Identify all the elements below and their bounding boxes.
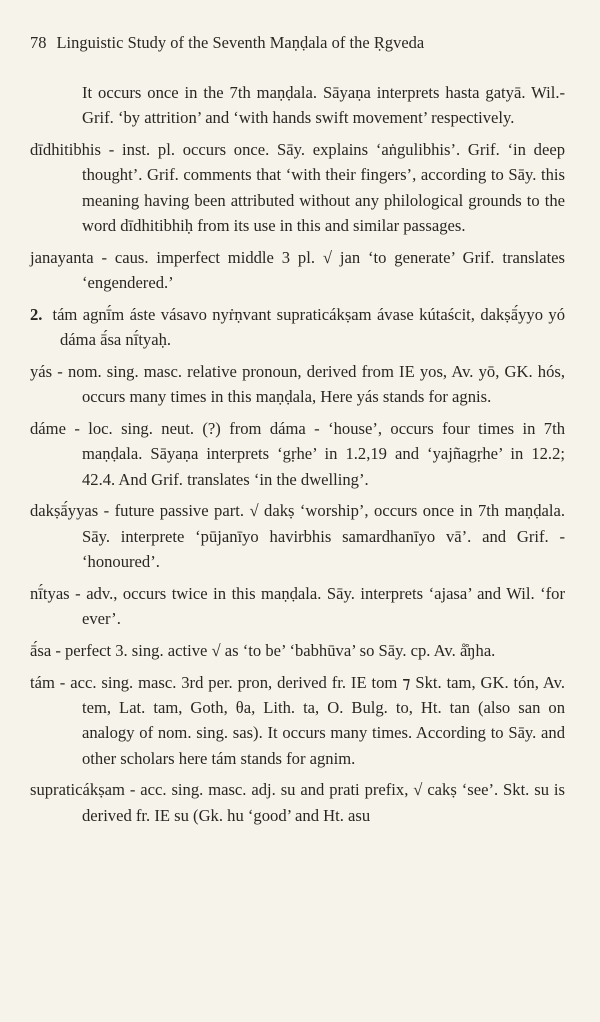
glossary-entry: yás - nom. sing. masc. relative pronoun, derived from IE yos, Av. yō, GK. hós, occurs many times in this maṇḍala, Here yás stands for agnis.: [30, 361, 565, 407]
glossary-entry: janayanta - caus. imperfect middle 3 pl. √ jan ‘to generate’ Grif. translates ‘engendered.’: [30, 247, 565, 293]
glossary-entry: tám - acc. sing. masc. 3rd per. pron, derived fr. IE tom ⁊ Skt. tam, GK. tón, Av. tem, Lat. tam, Goth, θa, Lith. ta, O. Bulg. to, Ht. tan (also san on analogy of nom. sing. sas). It occurs many times. According to Sāy. and other scholars here tám stands for agnim.: [30, 672, 565, 768]
glossary-entry: dīdhitibhis - inst. pl. occurs once. Sāy. explains ‘aṅgulibhis’. Grif. ‘in deep thought’. Grif. comments that ‘with their fingers’, according to Sāy. this meaning having been attributed without any philological grounds to the word dīdhitibhiḥ from its use in this and similar passages.: [30, 140, 565, 235]
verse-text: tám agnī́m áste vásavo nyṙṇvant supraticákṣam ávase kútaścit, dakṣā́yyo yó dáma ā́sa nī́tyaḥ.: [52, 304, 565, 350]
running-header: [30, 33, 590, 53]
page-number: 78: [30, 33, 47, 52]
glossary-entry: nī́tyas - adv., occurs twice in this maṇḍala. Sāy. interprets ‘ajasa’ and Wil. ‘for ever’.: [30, 583, 565, 629]
glossary-entry: supraticákṣam - acc. sing. masc. adj. su and prati prefix, √ cakṣ ‘see’. Skt. su is derived fr. IE su (Gk. hu ‘good’ and Ht. asu: [30, 780, 565, 825]
continuation-paragraph: It occurs once in the 7th maṇḍala. Sāyaṇa interprets hasta gatyā. Wil.-Grif. ‘by attrition’ and ‘with hands swift movement’ respectively.: [82, 83, 565, 128]
glossary-entry: ā́sa - perfect 3. sing. active √ as ‘to be’ ‘babhūva’ so Sāy. cp. Av. å̊ŋha.: [30, 640, 496, 660]
glossary-entry: dakṣā́yyas - future passive part. √ dakṣ ‘worship’, occurs once in 7th maṇḍala. Sāy. interprete ‘pūjanīyo havirbhis samardhanīyo vā’. and Grif. - ‘honoured’.: [30, 501, 565, 572]
verse-number: 2.: [30, 304, 43, 324]
glossary-entry: dáme - loc. sing. neut. (?) from dáma - ‘house’, occurs four times in 7th maṇḍala. Sāyaṇa interprets ‘gṛhe’ in 1.2,19 and ‘yajñagṛhe’ in 12.2; 42.4. And Grif. translates ‘in the dwelling’.: [30, 419, 565, 489]
verse: [30, 302, 565, 353]
running-title: Linguistic Study of the Seventh Maṇḍala of the Ṛgveda: [56, 33, 425, 52]
page-body: [30, 80, 565, 835]
